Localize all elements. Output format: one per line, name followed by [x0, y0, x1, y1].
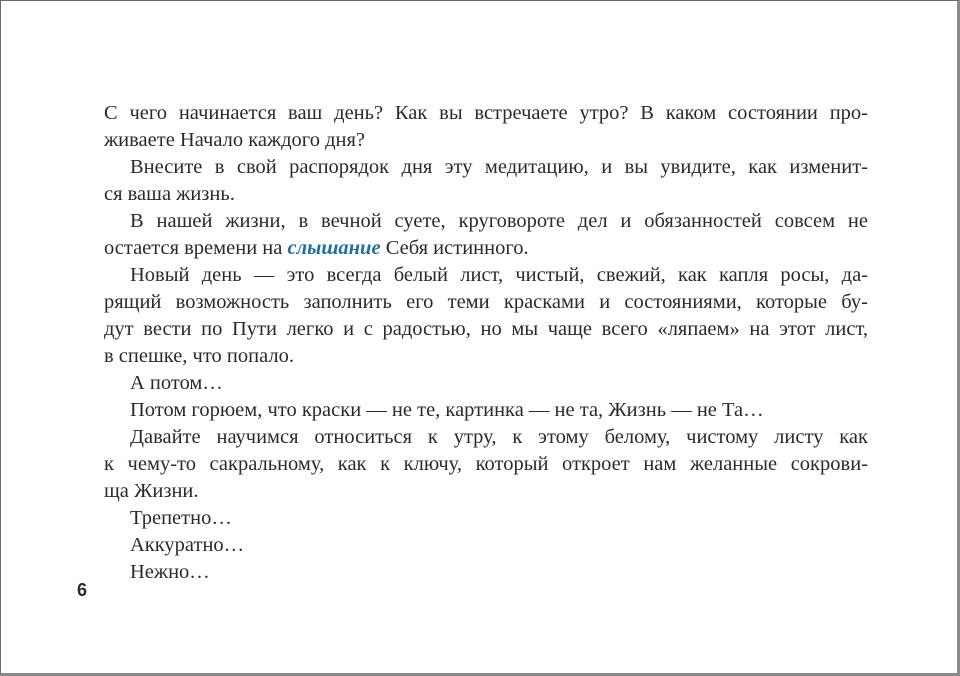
paragraph-3-line-2 — [104, 235, 868, 262]
paragraph-3-text-after: Себя истинного. — [380, 237, 529, 259]
paragraph-8-line-1: Трепетно… — [130, 507, 232, 529]
paragraph-4-line-4: в спешке, что попало. — [104, 345, 295, 367]
paragraph-6-line-1: Потом горюем, что краски — не те, картинка — не та, Жизнь — не Та… — [130, 399, 764, 421]
paragraph-7-line-1: Давайте научимся относиться к утру, к этому белому, чистому листу как — [130, 426, 868, 448]
paragraph-1-line-1: С чего начинается ваш день? Как вы встречаете утро? В каком состоянии про- — [104, 102, 868, 124]
paragraph-7-line-3: ща Жизни. — [104, 480, 199, 502]
emphasized-term: слышание — [287, 237, 381, 259]
paragraph-7-line-2: к чему-то сакральному, как к ключу, который откроет нам желанные сокрови- — [104, 453, 868, 475]
paragraph-5-line-1: А потом… — [130, 372, 223, 394]
paragraph-3-text-before: остается времени на — [104, 237, 288, 259]
page-number: 6 — [77, 580, 88, 600]
paragraph-9-line-1: Аккуратно… — [130, 534, 245, 556]
paragraph-4-line-1: Новый день — это всегда белый лист, чистый, свежий, как капля росы, да- — [130, 264, 868, 286]
body-text — [104, 100, 868, 586]
paragraph-10-line-1: Нежно… — [130, 561, 210, 583]
paragraph-2-line-1: Внесите в свой распорядок дня эту медитацию, и вы увидите, как изменит- — [130, 156, 868, 178]
paragraph-4-line-2: рящий возможность заполнить его теми красками и состояниями, которые бу- — [104, 291, 868, 313]
paragraph-4-line-3: дут вести по Пути легко и с радостью, но мы чаще всего «ляпаем» на этот лист, — [104, 318, 868, 340]
paragraph-2-line-2: ся ваша жизнь. — [104, 183, 235, 205]
paragraph-3-line-1: В нашей жизни, в вечной суете, круговороте дел и обязанностей совсем не — [130, 210, 868, 232]
paragraph-1-line-2: живаете Начало каждого дня? — [104, 129, 365, 151]
